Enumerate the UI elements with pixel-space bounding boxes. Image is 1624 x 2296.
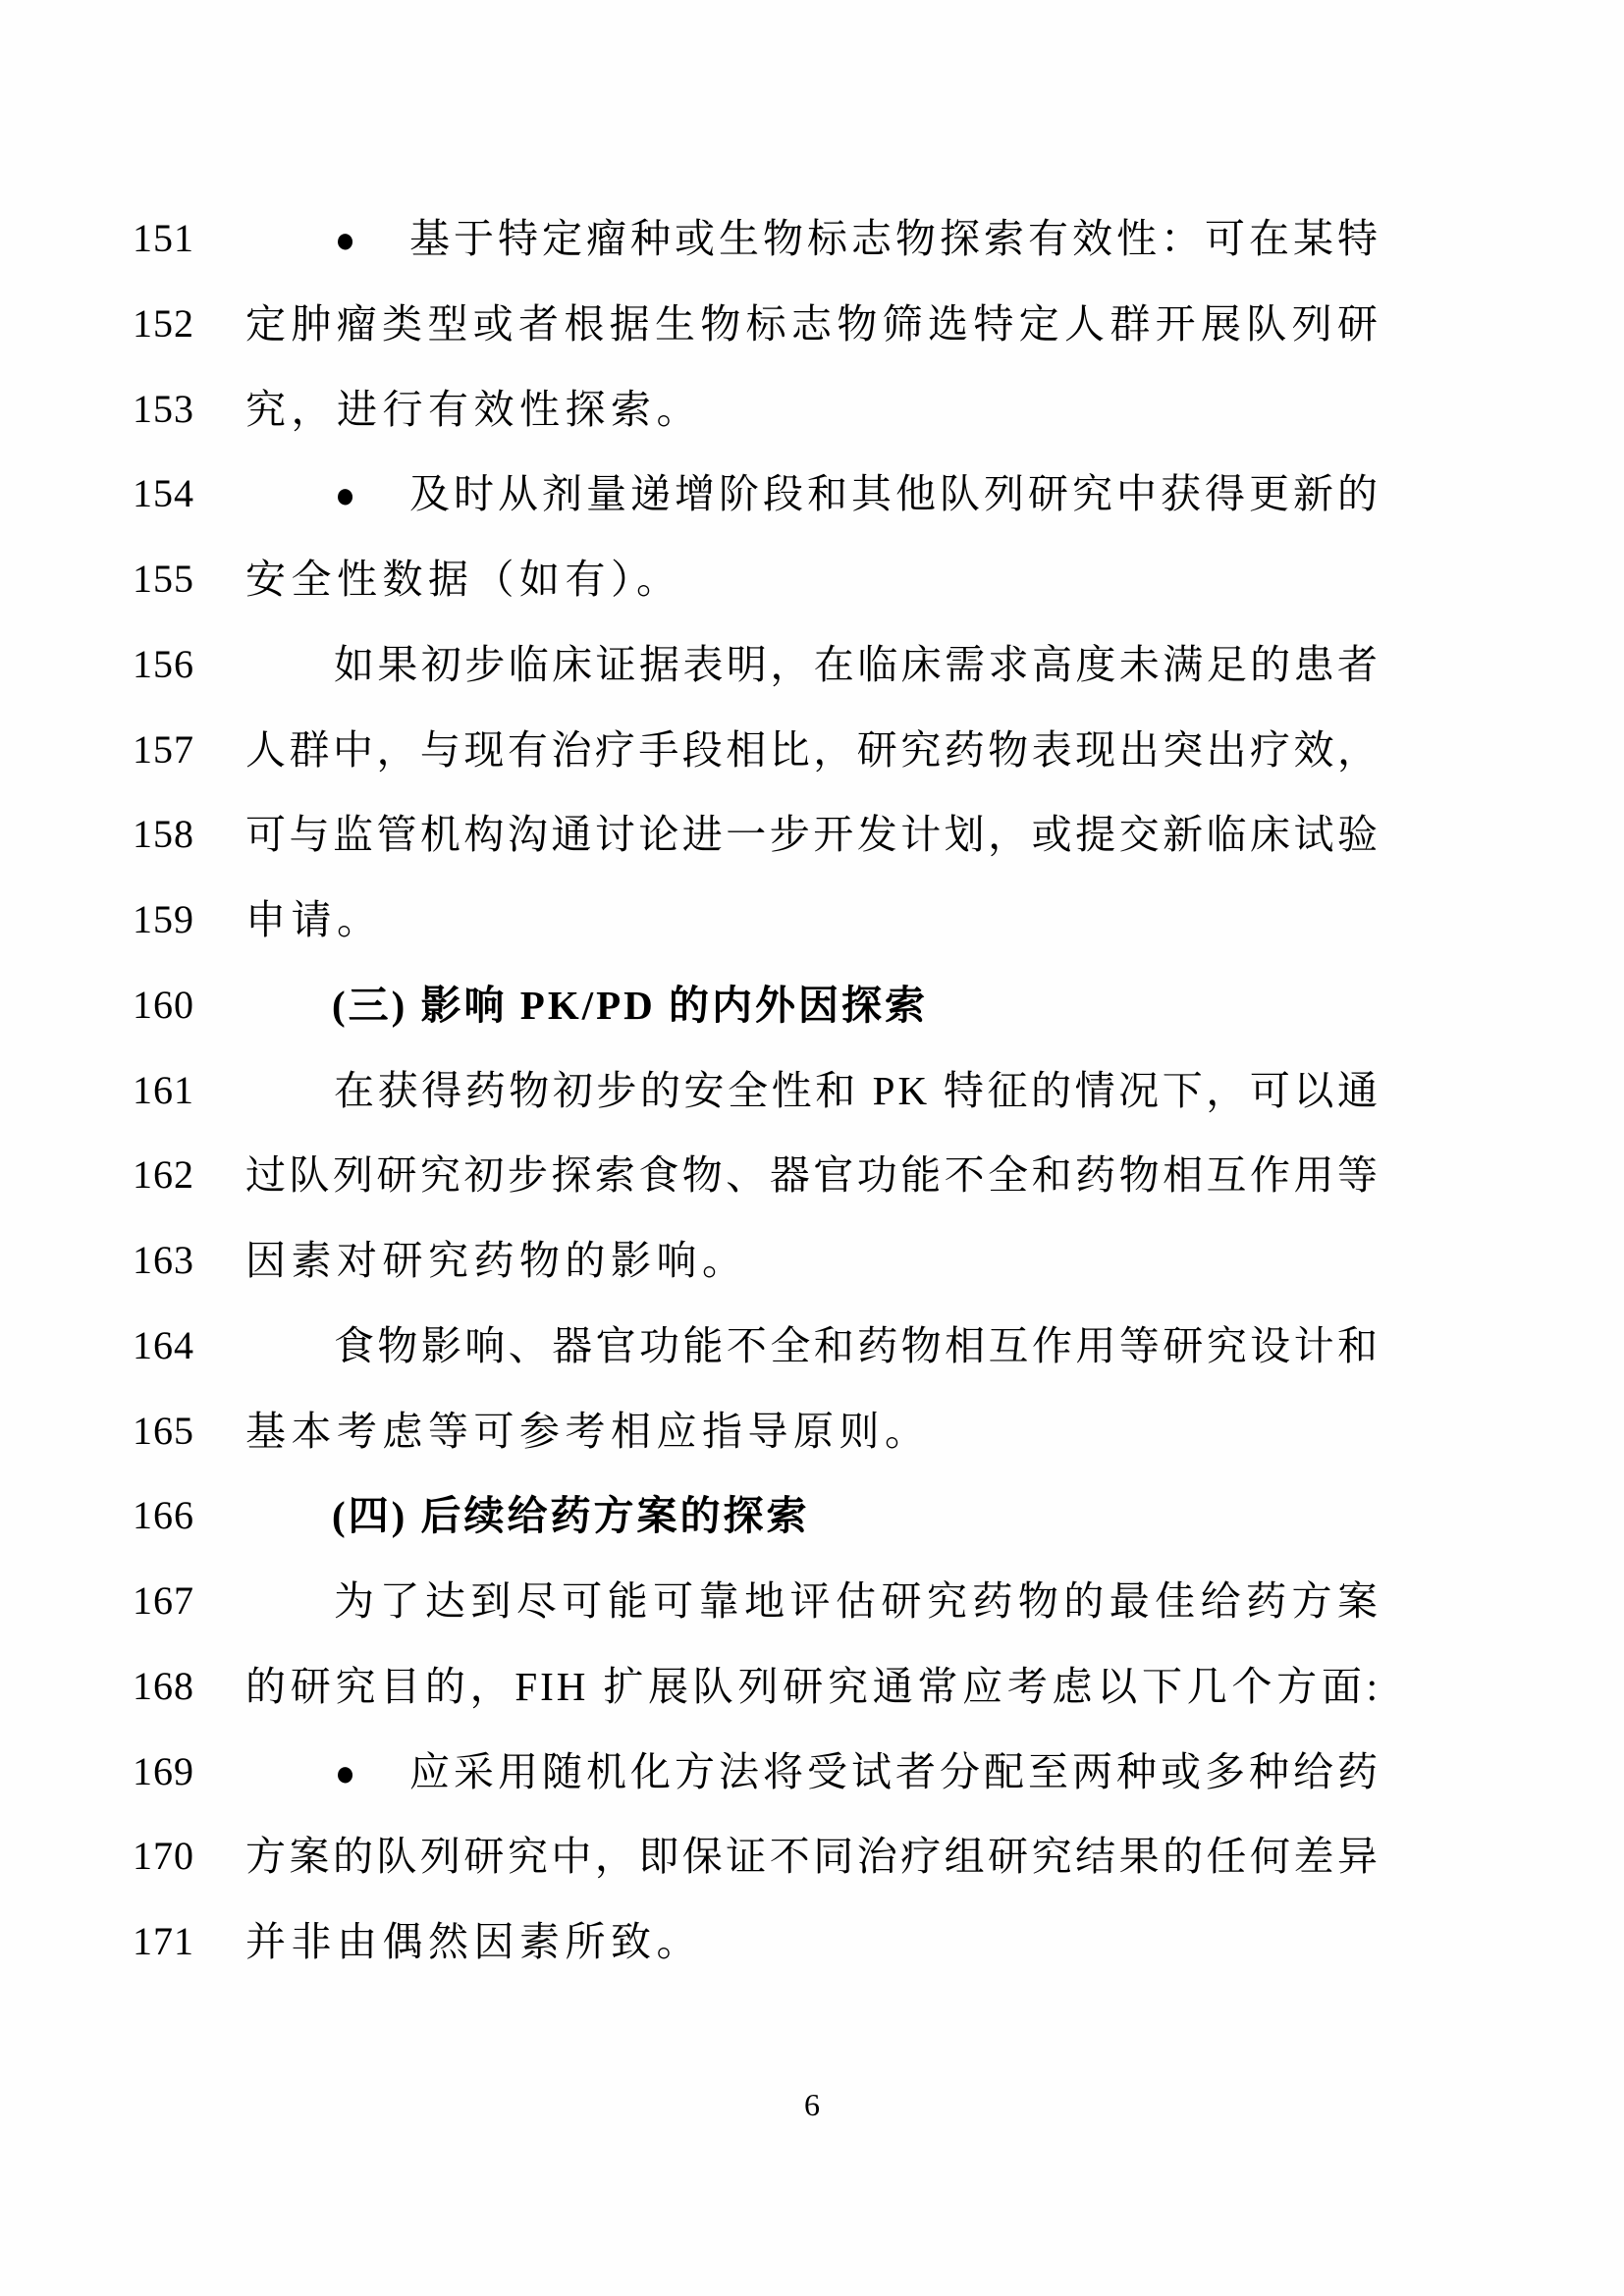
line-text [245, 1048, 1380, 1134]
line-text-content: 过队列研究初步探索食物、器官功能不全和药物相互作用等 [245, 1152, 1380, 1199]
page-number: 6 [804, 2087, 820, 2122]
document-body [0, 196, 1624, 1985]
line-159 [0, 878, 1624, 963]
line-text-content: 食物影响、器官功能不全和药物相互作用等研究设计和 [334, 1322, 1380, 1368]
line-160-heading [0, 963, 1624, 1048]
line-number: 171 [133, 1919, 194, 1963]
line-text [245, 537, 1380, 622]
line-text-content: 的研究目的，FIH 扩展队列研究通常应考虑以下几个方面: [245, 1663, 1380, 1709]
line-155 [0, 537, 1624, 622]
line-text-content: 可与监管机构沟通讨论进一步开发计划，或提交新临床试验 [245, 812, 1380, 858]
line-number: 163 [133, 1238, 194, 1282]
line-157 [0, 708, 1624, 793]
bullet-icon: ● [335, 475, 358, 517]
line-text [245, 1814, 1380, 1899]
line-151 [0, 196, 1624, 282]
line-164 [0, 1304, 1624, 1389]
line-number: 156 [133, 641, 194, 686]
line-text-content: 并非由偶然因素所致。 [245, 1919, 702, 1964]
line-165 [0, 1389, 1624, 1474]
line-number: 170 [133, 1834, 194, 1879]
line-text [245, 1644, 1380, 1730]
line-169 [0, 1730, 1624, 1815]
line-text-content: 如果初步临床证据表明，在临床需求高度未满足的患者 [334, 641, 1380, 687]
line-text-content: 因素对研究药物的影响。 [245, 1238, 748, 1283]
line-text-content: (三) 影响 PK/PD 的内外因探索 [332, 982, 929, 1028]
line-text [245, 452, 1380, 539]
section-heading [245, 963, 1380, 1048]
line-text [245, 1304, 1380, 1389]
line-number: 158 [133, 812, 194, 857]
line-text [245, 1730, 1380, 1817]
line-number: 165 [133, 1408, 194, 1453]
line-text-content: 人群中，与现有治疗手段相比，研究药物表现出突出疗效， [245, 726, 1380, 773]
line-text [245, 1133, 1380, 1218]
line-number: 153 [133, 386, 194, 431]
line-text-content: 方案的队列研究中，即保证不同治疗组研究结果的任何差异 [245, 1834, 1380, 1880]
line-number: 152 [133, 300, 194, 346]
line-text [245, 878, 1380, 963]
line-number: 166 [133, 1493, 194, 1538]
line-158 [0, 792, 1624, 878]
line-163 [0, 1218, 1624, 1304]
line-text [245, 282, 1380, 367]
line-text [245, 1559, 1380, 1644]
line-number: 155 [133, 557, 194, 601]
line-number: 169 [133, 1748, 194, 1793]
line-170 [0, 1814, 1624, 1899]
line-number: 168 [133, 1663, 194, 1708]
line-number: 162 [133, 1152, 194, 1198]
line-154 [0, 452, 1624, 537]
section-heading [245, 1473, 1380, 1559]
line-number: 160 [133, 982, 194, 1027]
line-text-content: 基本考虑等可参考相应指导原则。 [245, 1408, 931, 1454]
line-171 [0, 1899, 1624, 1985]
line-162 [0, 1133, 1624, 1218]
line-text-content: 基于特定瘤种或生物标志物探索有效性：可在某特 [407, 216, 1380, 261]
line-number: 167 [133, 1578, 194, 1623]
line-number: 161 [133, 1067, 194, 1112]
line-text-content: 为了达到尽可能可靠地评估研究药物的最佳给药方案 [334, 1578, 1380, 1624]
line-text [245, 1218, 1380, 1304]
line-text-content: 定肿瘤类型或者根据生物标志物筛选特定人群开展队列研 [245, 300, 1380, 347]
line-153 [0, 367, 1624, 453]
line-text [245, 367, 1380, 453]
line-156 [0, 622, 1624, 708]
line-number: 151 [133, 216, 194, 260]
line-number: 159 [133, 897, 194, 941]
line-text-content: 应采用随机化方法将受试者分配至两种或多种给药 [407, 1748, 1380, 1794]
line-text [245, 622, 1380, 708]
line-167 [0, 1559, 1624, 1644]
line-number: 164 [133, 1322, 194, 1367]
line-number: 157 [133, 726, 194, 772]
line-152 [0, 282, 1624, 367]
line-161 [0, 1048, 1624, 1134]
line-text [245, 708, 1380, 793]
line-text-content: 及时从剂量递增阶段和其他队列研究中获得更新的 [407, 471, 1380, 517]
line-166-heading [0, 1473, 1624, 1559]
line-number: 154 [133, 471, 194, 516]
line-168 [0, 1644, 1624, 1730]
line-text-content: 在获得药物初步的安全性和 PK 特征的情况下，可以通 [334, 1067, 1380, 1113]
line-text [245, 792, 1380, 878]
line-text [245, 196, 1380, 284]
line-text [245, 1899, 1380, 1985]
bullet-icon: ● [335, 1752, 358, 1794]
bullet-icon: ● [335, 220, 358, 261]
line-text-content: (四) 后续给药方案的探索 [332, 1493, 810, 1539]
line-text [245, 1389, 1380, 1474]
line-text-content: 申请。 [245, 897, 383, 942]
line-text-content: 安全性数据（如有）。 [245, 557, 682, 602]
line-text-content: 究，进行有效性探索。 [245, 386, 702, 432]
